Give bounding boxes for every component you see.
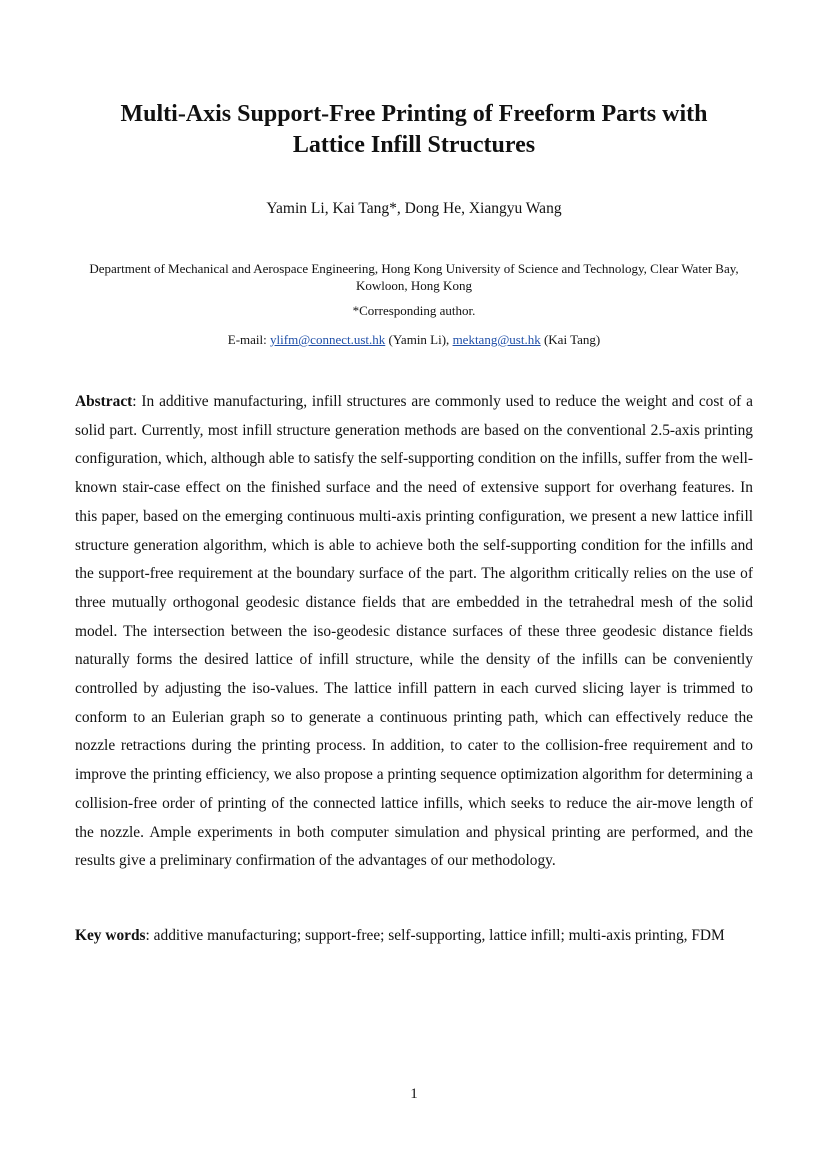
affiliation: Department of Mechanical and Aerospace Engineering, Hong Kong University of Science and Technology, Clear Water Bay, Kowloon, Hong Kong (89, 261, 739, 293)
keywords-label: Key words (75, 927, 146, 944)
title-line-1: Multi-Axis Support-Free Printing of Freeform Parts with (120, 101, 708, 127)
email-name-kai-tang: (Kai Tang) (540, 332, 601, 347)
email-prefix: E-mail: (227, 332, 271, 347)
paper-title (60, 99, 768, 161)
page-number: 1 (410, 1086, 418, 1102)
abstract-label: Abstract (75, 393, 133, 410)
keywords-text: : additive manufacturing; support-free; self-supporting, lattice infill; multi-axis printing, FDM (145, 927, 725, 944)
email-link-yamin-li[interactable]: ylifm@connect.ust.hk (270, 332, 386, 347)
abstract (75, 388, 753, 876)
abstract-text: : In additive manufacturing, infill structures are commonly used to reduce the weight and cost of a solid part. Currently, most infill structure generation methods are based on the conventional 2.5-axis printing configuration, which, although able to satisfy the self-supporting condition on the infills, suffer from the well-known stair-case effect on the finished surface and the need of extensive support for overhang features. In this paper, based on the emerging continuous multi-axis printing configuration, we present a new lattice infill structure generation algorithm, which is able to achieve both the self-supporting condition for the infills and the support-free requirement at the boundary surface of the part. The algorithm critically relies on the use of three mutually orthogonal geodesic distance fields that are embedded in the tetrahedral mesh of the solid model. The intersection between the iso-geodesic distance surfaces of these three geodesic distance fields naturally forms the desired lattice of infill structure, while the density of the infills can be conveniently controlled by adjusting the iso-values. The lattice infill pattern in each curved slicing layer is trimmed to conform to an Eulerian graph so to generate a continuous printing path, which can effectively reduce the nozzle retractions during the printing process. In addition, to cater to the collision-free requirement and to improve the printing efficiency, we also propose a printing sequence optimization algorithm for determining a collision-free order of printing of the connected lattice infills, which seeks to reduce the air-move length of the nozzle. Ample experiments in both computer simulation and physical printing are performed, and the results give a preliminary confirmation of the advantages of our methodology. (75, 393, 753, 870)
email-link-kai-tang[interactable]: mektang@ust.hk (452, 332, 541, 347)
title-line-2: Lattice Infill Structures (292, 132, 536, 158)
email-line (60, 331, 768, 348)
keywords (75, 926, 753, 946)
email-name-yamin-li: (Yamin Li), (385, 332, 453, 347)
author-list: Yamin Li, Kai Tang*, Dong He, Xiangyu Wang (266, 200, 562, 217)
corresponding-author-note: *Corresponding author. (352, 303, 476, 318)
